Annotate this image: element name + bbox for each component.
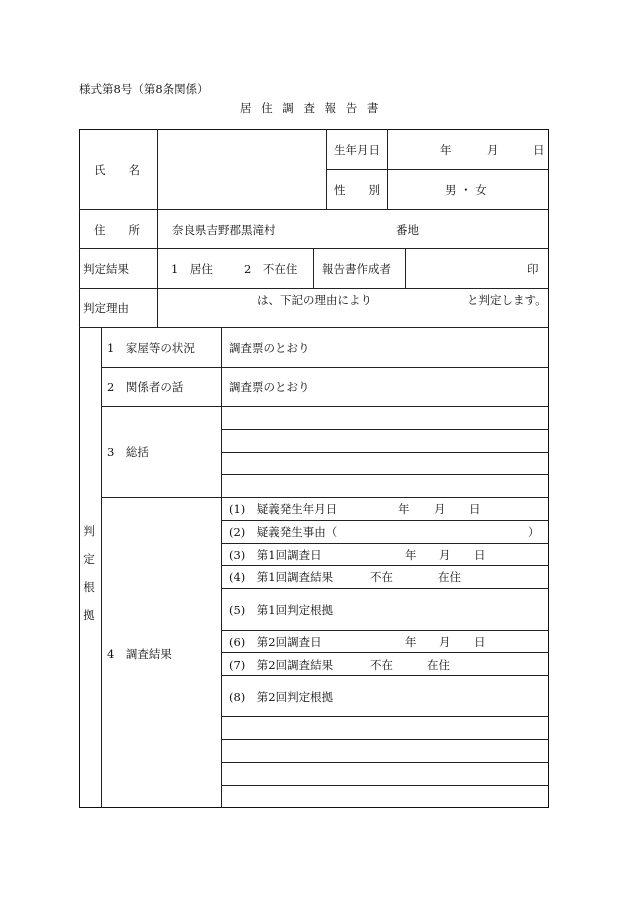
address-label: 住 所	[94, 223, 140, 237]
result-3: (3) 第1回調査日	[229, 548, 322, 562]
address-value: 奈良県吉野郡黒滝村	[172, 223, 276, 237]
result-option-resident: 1 居住	[171, 262, 213, 276]
birthdate-day: 日	[533, 143, 545, 157]
basis-vertical-label: 判 定 根 拠	[83, 524, 95, 622]
result-7: (7) 第2回調査結果	[229, 658, 334, 672]
result-6: (6) 第2回調査日	[229, 635, 322, 649]
address-suffix: 番地	[396, 223, 419, 237]
report-table	[79, 129, 549, 808]
item4-label: 4 調査結果	[107, 647, 172, 661]
result-1: (1) 疑義発生年月日	[229, 502, 338, 516]
sex-label: 性 別	[334, 183, 380, 197]
result-option-nonresident: 2 不在住	[244, 262, 298, 276]
reason-text-2: と判定します。	[467, 293, 547, 307]
result-8: (8) 第2回判定根拠	[229, 690, 334, 704]
seal-mark: 印	[527, 262, 539, 276]
name-label: 氏 名	[94, 163, 140, 177]
item2-label: 2 関係者の話	[107, 380, 184, 394]
reason-text-1: は、下記の理由により	[257, 293, 372, 307]
item1-value: 調査票のとおり	[229, 341, 310, 355]
r7-present: 在住	[427, 658, 450, 672]
result-5: (5) 第1回判定根拠	[229, 603, 334, 617]
r7-absent: 不在	[370, 658, 393, 672]
r3-month: 月	[439, 548, 451, 562]
r3-year: 年	[405, 548, 417, 562]
reporter-label: 報告書作成者	[322, 262, 391, 276]
item3-label: 3 総括	[107, 445, 149, 459]
page-title: 居 住 調 査 報 告 書	[240, 101, 382, 115]
r4-present: 在住	[438, 570, 461, 584]
r6-year: 年	[405, 635, 417, 649]
result-4: (4) 第1回調査結果	[229, 570, 334, 584]
birthdate-month: 月	[487, 143, 499, 157]
r1-day: 日	[469, 502, 481, 516]
r1-year: 年	[398, 502, 410, 516]
result-label: 判定結果	[83, 262, 129, 276]
item2-value: 調査票のとおり	[229, 380, 310, 394]
sex-value: 男 ・ 女	[445, 183, 487, 197]
birthdate-label: 生年月日	[334, 143, 380, 157]
result-2: (2) 疑義発生事由（	[229, 525, 338, 539]
r3-day: 日	[474, 548, 486, 562]
birthdate-year: 年	[440, 143, 452, 157]
r6-day: 日	[474, 635, 486, 649]
result-2-close: ）	[528, 525, 540, 539]
reason-label: 判定理由	[83, 301, 129, 315]
item1-label: 1 家屋等の状況	[107, 341, 195, 355]
form-number: 様式第8号（第8条関係）	[79, 82, 209, 96]
r4-absent: 不在	[370, 570, 393, 584]
r1-month: 月	[434, 502, 446, 516]
r6-month: 月	[439, 635, 451, 649]
